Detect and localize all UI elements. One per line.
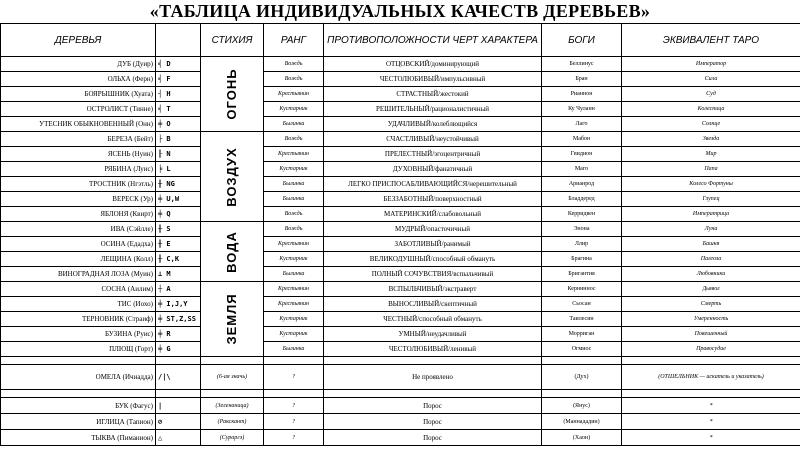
rank: Былинка: [264, 117, 324, 132]
trait-text: ЧЕСТОЛЮБИВЫЙ/ленивый: [324, 342, 542, 357]
rank: Былинка: [264, 177, 324, 192]
ogam-glyph: ╪ I,J,Y: [156, 297, 201, 312]
header-element: СТИХИЯ: [201, 24, 264, 57]
tree-name: ИВА (Сэйлле): [1, 222, 156, 237]
header-gods: БОГИ: [542, 24, 622, 57]
table-row: [1, 87, 800, 102]
ogam-glyph: ╪ ST,Z,SS: [156, 312, 201, 327]
god-name: (Дух): [542, 365, 622, 390]
god-name: Арианрод: [542, 177, 622, 192]
header-tarot: ЭКВИВАЛЕНТ ТАРО: [622, 24, 800, 57]
rank: Вождь: [264, 132, 324, 147]
tarot-card: Мир: [622, 147, 800, 162]
rank: Кустарник: [264, 312, 324, 327]
separator-cell: [542, 390, 622, 398]
page-title: «ТАБЛИЦА ИНДИВИДУАЛЬНЫХ КАЧЕСТВ ДЕРЕВЬЕВ»: [149, 1, 651, 21]
rank: Крестьянин: [264, 297, 324, 312]
trait-text: МАТЕРИНСКИЙ/слабовольный: [324, 207, 542, 222]
ogam-glyph: ╪ Q: [156, 207, 201, 222]
rank: Крестьянин: [264, 87, 324, 102]
rank: Крестьянин: [264, 237, 324, 252]
separator-row: [1, 390, 800, 398]
table-row: [1, 147, 800, 162]
separator-cell: [542, 357, 622, 365]
separator-cell: [156, 357, 201, 365]
tree-name: ОЛЬХА (Ферн): [1, 72, 156, 87]
header-rank: РАНГ: [264, 24, 324, 57]
tarot-card: Император: [622, 57, 800, 72]
trees-table: [0, 23, 800, 446]
table-row: [1, 267, 800, 282]
rank: ?: [264, 430, 324, 446]
rank: Крестьянин: [264, 282, 324, 297]
tree-name: ЯБЛОНЯ (Квирт): [1, 207, 156, 222]
trait-text: ВЫНОСЛИВЫЙ/скептичный: [324, 297, 542, 312]
god-name: Керридвен: [542, 207, 622, 222]
tarot-card: Звезда: [622, 132, 800, 147]
tarot-card: *: [622, 414, 800, 430]
trait-text: Не проявлено: [324, 365, 542, 390]
header-row: [1, 24, 800, 57]
separator-cell: [264, 357, 324, 365]
god-name: Сьосан: [542, 297, 622, 312]
trait-text: ВЕЛИКОДУШНЫЙ/способный обмануть: [324, 252, 542, 267]
rank: Кустарник: [264, 162, 324, 177]
header-opposite-traits: ПРОТИВОПОЛОЖНОСТИ ЧЕРТ ХАРАКТЕРА: [324, 24, 542, 57]
table-row-extra: [1, 414, 800, 430]
element-label: ОГОНЬ: [224, 68, 239, 120]
table-row: [1, 117, 800, 132]
ogam-glyph: |: [156, 398, 201, 414]
tarot-card: Умеренность: [622, 312, 800, 327]
god-name: Мабон: [542, 132, 622, 147]
tree-name: ЯСЕНЬ (Нуин): [1, 147, 156, 162]
header-ogam: [156, 24, 201, 57]
separator-cell: [1, 390, 156, 398]
table-row: [1, 207, 800, 222]
ogam-glyph: ╡ T: [156, 102, 201, 117]
header-trees: ДЕРЕВЬЯ: [1, 24, 156, 57]
tree-name: ВЕРЕСК (Ур): [1, 192, 156, 207]
separator-cell: [264, 390, 324, 398]
god-name: (Янус): [542, 398, 622, 414]
rank: Вождь: [264, 72, 324, 87]
rank: Кустарник: [264, 252, 324, 267]
ogam-glyph: ├ B: [156, 132, 201, 147]
tree-name: РЯБИНА (Луис): [1, 162, 156, 177]
trait-text: Порос: [324, 414, 542, 430]
god-name: Керниннос: [542, 282, 622, 297]
ogam-glyph: ╪ G: [156, 342, 201, 357]
tarot-card: Повешенный: [622, 327, 800, 342]
ogam-glyph: ∕|\: [156, 365, 201, 390]
trait-text: ДУХОВНЫЙ/фанатичный: [324, 162, 542, 177]
rank: Вождь: [264, 222, 324, 237]
table-row: [1, 252, 800, 267]
separator-cell: [201, 390, 264, 398]
table-row-extra: [1, 398, 800, 414]
rank: Былинка: [264, 192, 324, 207]
tarot-card: Смерть: [622, 297, 800, 312]
table-row-extra: [1, 365, 800, 390]
tarot-card: Луна: [622, 222, 800, 237]
rank: ?: [264, 365, 324, 390]
tree-name: ДУБ (Дуир): [1, 57, 156, 72]
table-row: [1, 132, 800, 147]
rank: Кустарник: [264, 327, 324, 342]
element-value: (Ракскант): [201, 414, 264, 430]
tarot-card: Дьявол: [622, 282, 800, 297]
tree-name: ПЛЮЩ (Горт): [1, 342, 156, 357]
tree-name: УТЕСНИК ОБЫКНОВЕННЫЙ (Онн): [1, 117, 156, 132]
trait-text: МУДРЫЙ/опасточичный: [324, 222, 542, 237]
tarot-card: Правосудие: [622, 342, 800, 357]
ogam-glyph: ╫ C,K: [156, 252, 201, 267]
separator-cell: [201, 357, 264, 365]
rank: Былинка: [264, 342, 324, 357]
separator-cell: [1, 357, 156, 365]
trait-text: Порос: [324, 398, 542, 414]
element-label: ЗЕМЛЯ: [224, 293, 239, 345]
tree-name: ТЫКВА (Пиманион): [1, 430, 156, 446]
god-name: Лаго: [542, 117, 622, 132]
tree-name: ИГЛИЦА (Тапион): [1, 414, 156, 430]
separator-cell: [324, 390, 542, 398]
separator-cell: [156, 390, 201, 398]
tarot-card: *: [622, 398, 800, 414]
tarot-card: (ОТШЕЛЬНИК — искатель и указатель): [622, 365, 800, 390]
separator-row: [1, 357, 800, 365]
element-label: ВОДА: [224, 230, 239, 273]
tarot-card: *: [622, 430, 800, 446]
ogam-glyph: ⊘: [156, 414, 201, 430]
tree-name: БУЗИНА (Руис): [1, 327, 156, 342]
element-value: (Зеленаница): [201, 398, 264, 414]
tarot-card: Суд: [622, 87, 800, 102]
tree-name: БЕРЕЗА (Бейт): [1, 132, 156, 147]
ogam-glyph: ┤ H: [156, 87, 201, 102]
tarot-card: Императрица: [622, 207, 800, 222]
table-row: [1, 342, 800, 357]
trait-text: УДАЧЛИВЫЙ/колеблющийся: [324, 117, 542, 132]
ogam-glyph: ⊥ M: [156, 267, 201, 282]
god-name: Огмиос: [542, 342, 622, 357]
rank: ?: [264, 414, 324, 430]
ogam-glyph: ╫ E: [156, 237, 201, 252]
table-row: [1, 177, 800, 192]
table-row: [1, 102, 800, 117]
element-cell: [201, 282, 264, 357]
tree-name: ОСТРОЛИСТ (Тинне): [1, 102, 156, 117]
tarot-card: Глупец: [622, 192, 800, 207]
god-name: Таилесин: [542, 312, 622, 327]
table-row: [1, 312, 800, 327]
ogam-glyph: ┼ A: [156, 282, 201, 297]
element-value: (Сураргэ): [201, 430, 264, 446]
table-row: [1, 72, 800, 87]
ogam-glyph: ╪ O: [156, 117, 201, 132]
table-row-extra: [1, 430, 800, 446]
tarot-card: Колесница: [622, 102, 800, 117]
separator-cell: [324, 357, 542, 365]
separator-cell: [622, 390, 800, 398]
ogam-glyph: △: [156, 430, 201, 446]
tree-name: ОМЕЛА (Ичиадда): [1, 365, 156, 390]
trait-text: РЕШИТЕЛЬНЫЙ/рационалистичный: [324, 102, 542, 117]
tree-name: БУК (Фагус): [1, 398, 156, 414]
element-cell: [201, 132, 264, 222]
rank: Былинка: [264, 267, 324, 282]
table-row: [1, 222, 800, 237]
element-value: (6-ая значь): [201, 365, 264, 390]
rank: ?: [264, 398, 324, 414]
god-name: Бладдеред: [542, 192, 622, 207]
god-name: Ллир: [542, 237, 622, 252]
tarot-card: Солнце: [622, 117, 800, 132]
ogam-glyph: ╪ U,W: [156, 192, 201, 207]
element-cell: [201, 222, 264, 282]
ogam-glyph: ╪ R: [156, 327, 201, 342]
god-name: Энона: [542, 222, 622, 237]
tarot-card: Башня: [622, 237, 800, 252]
god-name: (Хаон): [542, 430, 622, 446]
god-name: Маго: [542, 162, 622, 177]
tree-name: ЛЕЩИНА (Колл): [1, 252, 156, 267]
god-name: (Маннададин): [542, 414, 622, 430]
ogam-glyph: ╞ L: [156, 162, 201, 177]
god-name: Рианнон: [542, 87, 622, 102]
separator-cell: [622, 357, 800, 365]
tree-name: ТЕРНОВНИК (Страиф): [1, 312, 156, 327]
god-name: Беллинус: [542, 57, 622, 72]
god-name: Бригантия: [542, 267, 622, 282]
god-name: Морриган: [542, 327, 622, 342]
trait-text: ПОЛНЫЙ СОЧУВСТВИЯ/вспыльчивый: [324, 267, 542, 282]
tree-name: ОСИНА (Едадха): [1, 237, 156, 252]
tarot-card: Сила: [622, 72, 800, 87]
god-name: Брагина: [542, 252, 622, 267]
element-cell: [201, 57, 264, 132]
table-row: [1, 162, 800, 177]
trait-text: ЛЕГКО ПРИСПОСАБЛИВАЮЩИЙСЯ/нерешительный: [324, 177, 542, 192]
table-row: [1, 282, 800, 297]
ogam-glyph: ╫ NG: [156, 177, 201, 192]
trait-text: Порос: [324, 430, 542, 446]
trait-text: ЗАБОТЛИВЫЙ/ранимый: [324, 237, 542, 252]
tarot-card: Пагеоза: [622, 252, 800, 267]
rank: Вождь: [264, 207, 324, 222]
ogam-glyph: ╟ N: [156, 147, 201, 162]
table-row: [1, 327, 800, 342]
trait-text: УМНЫЙ/неудачливый: [324, 327, 542, 342]
god-name: Бран: [542, 72, 622, 87]
tree-name: ТИС (Иохо): [1, 297, 156, 312]
ogam-glyph: ╡ D: [156, 57, 201, 72]
god-name: Гвидион: [542, 147, 622, 162]
table-row: [1, 237, 800, 252]
element-label: ВОЗДУХ: [224, 146, 239, 207]
rank: Крестьянин: [264, 147, 324, 162]
ogam-glyph: ╡ F: [156, 72, 201, 87]
table-row: [1, 297, 800, 312]
table-row: [1, 57, 800, 72]
tarot-card: Папа: [622, 162, 800, 177]
tree-name: ТРОСТНИК (Нгэтль): [1, 177, 156, 192]
trait-text: ВСПЫЛЬЧИВЫЙ/экстраверт: [324, 282, 542, 297]
tree-name: ВИНОГРАДНАЯ ЛОЗА (Муин): [1, 267, 156, 282]
tree-name: БОЯРЫШНИК (Хуата): [1, 87, 156, 102]
tree-name: СОСНА (Аилим): [1, 282, 156, 297]
tarot-card: Колесо Фортуны: [622, 177, 800, 192]
trait-text: ОТЦОВСКИЙ/доминирующий: [324, 57, 542, 72]
trait-text: БЕЗЗАБОТНЫЙ/поверхностный: [324, 192, 542, 207]
trait-text: СТРАСТНЫЙ/жестокий: [324, 87, 542, 102]
tarot-card: Любовники: [622, 267, 800, 282]
trait-text: ПРЕЛЕСТНЫЙ/эгоцентричный: [324, 147, 542, 162]
trait-text: СЧАСТЛИВЫЙ/неустойчивый: [324, 132, 542, 147]
ogam-glyph: ╫ S: [156, 222, 201, 237]
rank: Кустарник: [264, 102, 324, 117]
trait-text: ЧЕСТОЛЮБИВЫЙ/импульсивный: [324, 72, 542, 87]
table-row: [1, 192, 800, 207]
rank: Вождь: [264, 57, 324, 72]
trait-text: ЧЕСТНЫЙ/способный обмануть: [324, 312, 542, 327]
god-name: Ку Чуланн: [542, 102, 622, 117]
